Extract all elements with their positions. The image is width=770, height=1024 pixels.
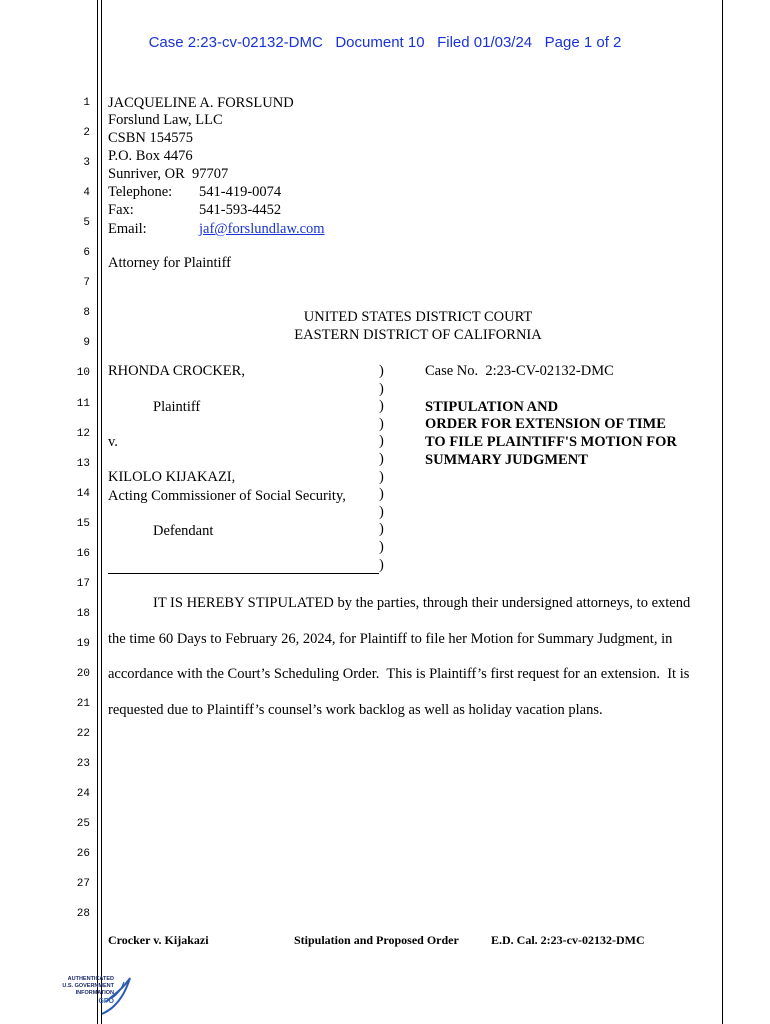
telephone-value: 541-419-0074 — [199, 184, 282, 200]
line-number: 1 — [83, 97, 90, 109]
body-line-2: the time 60 Days to February 26, 2024, for Plaintiff to file her Motion for Summary Judgment, in — [108, 631, 673, 647]
attorney-csbn: CSBN 154575 — [108, 130, 194, 146]
line-number: 25 — [76, 818, 90, 831]
gpo-line-1: AUTHENTICATED — [67, 976, 114, 982]
caption-paren: ) — [379, 363, 384, 379]
case-number: Case No. 2:23-CV-02132-DMC — [425, 363, 614, 379]
doc-title-line-2: ORDER FOR EXTENSION OF TIME — [425, 416, 666, 432]
line-number: 15 — [76, 517, 90, 530]
attorney-firm: Forslund Law, LLC — [108, 112, 223, 128]
defendant-name: KILOLO KIJAKAZI, — [108, 469, 236, 485]
caption-paren: ) — [379, 556, 384, 573]
plaintiff-name: RHONDA CROCKER, — [108, 363, 245, 379]
caption-paren: ) — [379, 486, 384, 503]
line-number: 16 — [76, 547, 90, 560]
left-margin-rule-outer — [97, 0, 98, 1024]
caption-paren: ) — [379, 398, 384, 415]
caption-paren: ) — [379, 415, 384, 432]
line-number: 10 — [76, 367, 90, 380]
court-district: EASTERN DISTRICT OF CALIFORNIA — [294, 327, 542, 343]
attorney-city: Sunriver, OR 97707 — [108, 166, 229, 182]
gpo-line-2: U.S. GOVERNMENT — [62, 983, 114, 989]
gpo-mark: GPO — [98, 998, 114, 1005]
body-line-3: accordance with the Court’s Scheduling Order. This is Plaintiff’s first request for an extension. It is — [108, 666, 690, 682]
left-margin-rule-inner — [101, 0, 102, 1024]
line-number: 17 — [76, 577, 90, 590]
line-number: 4 — [83, 187, 90, 200]
body-line-4: requested due to Plaintiff’s counsel’s work backlog as well as holiday vacation plans. — [108, 702, 603, 718]
caption-paren: ) — [379, 521, 384, 538]
line-number: 20 — [76, 667, 90, 680]
line-number: 11 — [76, 397, 90, 410]
header-page: Page 1 of 2 — [544, 34, 622, 51]
line-number: 26 — [76, 848, 90, 861]
line-number: 5 — [83, 217, 90, 230]
line-number: 27 — [76, 878, 90, 891]
line-number: 12 — [76, 427, 90, 440]
line-number: 2 — [83, 127, 90, 140]
line-number: 24 — [76, 788, 90, 801]
attorney-po-box: P.O. Box 4476 — [108, 148, 193, 164]
doc-title-line-3: TO FILE PLAINTIFF'S MOTION FOR — [425, 434, 677, 450]
body-line-1: IT IS HEREBY STIPULATED by the parties, through their undersigned attorneys, to extend — [153, 595, 691, 611]
fax-value: 541-593-4452 — [199, 202, 282, 218]
court-name: UNITED STATES DISTRICT COURT — [303, 309, 533, 325]
defendant-role: Defendant — [153, 523, 214, 539]
line-number: 14 — [76, 487, 90, 500]
line-number: 23 — [76, 758, 90, 771]
footer-caption: Crocker v. Kijakazi — [108, 933, 209, 947]
eagle-icon — [100, 972, 134, 1016]
telephone-label: Telephone: — [108, 184, 173, 200]
attorney-name: JACQUELINE A. FORSLUND — [108, 95, 294, 111]
caption-paren: ) — [379, 433, 384, 450]
caption-paren: ) — [379, 503, 384, 520]
header-case: Case 2:23-cv-02132-DMC — [148, 34, 323, 51]
doc-title-line-1: STIPULATION AND — [425, 399, 559, 415]
caption-rule — [108, 573, 379, 574]
line-number: 13 — [76, 457, 90, 470]
footer-case: E.D. Cal. 2:23-cv-02132-DMC — [491, 933, 645, 947]
plaintiff-role: Plaintiff — [153, 399, 201, 415]
line-number: 8 — [83, 307, 90, 320]
defendant-title: Acting Commissioner of Social Security, — [108, 488, 346, 504]
email-label: Email: — [108, 221, 147, 237]
versus: v. — [108, 434, 118, 450]
email-link[interactable]: jaf@forslundlaw.com — [199, 221, 325, 237]
line-number: 3 — [83, 157, 90, 170]
line-number: 19 — [76, 637, 90, 650]
line-number: 21 — [76, 698, 90, 710]
caption-paren: ) — [379, 380, 384, 397]
attorney-role: Attorney for Plaintiff — [108, 255, 231, 271]
right-margin-rule — [722, 0, 723, 1024]
footer-title: Stipulation and Proposed Order — [294, 933, 459, 947]
gpo-authentication-logo — [44, 972, 134, 1016]
caption-paren: ) — [379, 539, 384, 555]
line-number: 7 — [83, 277, 90, 290]
gpo-line-3: INFORMATION — [75, 990, 114, 996]
caption-paren: ) — [379, 468, 384, 485]
line-number: 9 — [83, 337, 90, 350]
line-number: 28 — [76, 908, 90, 921]
header-document: Document 10 — [335, 34, 425, 51]
line-number: 6 — [83, 247, 90, 260]
doc-title-line-4: SUMMARY JUDGMENT — [425, 452, 588, 468]
fax-label: Fax: — [108, 202, 134, 218]
line-number: 18 — [76, 607, 90, 620]
ecf-header — [0, 34, 770, 51]
line-number: 22 — [76, 728, 90, 741]
caption-paren: ) — [379, 451, 384, 467]
header-filed: Filed 01/03/24 — [437, 34, 533, 51]
